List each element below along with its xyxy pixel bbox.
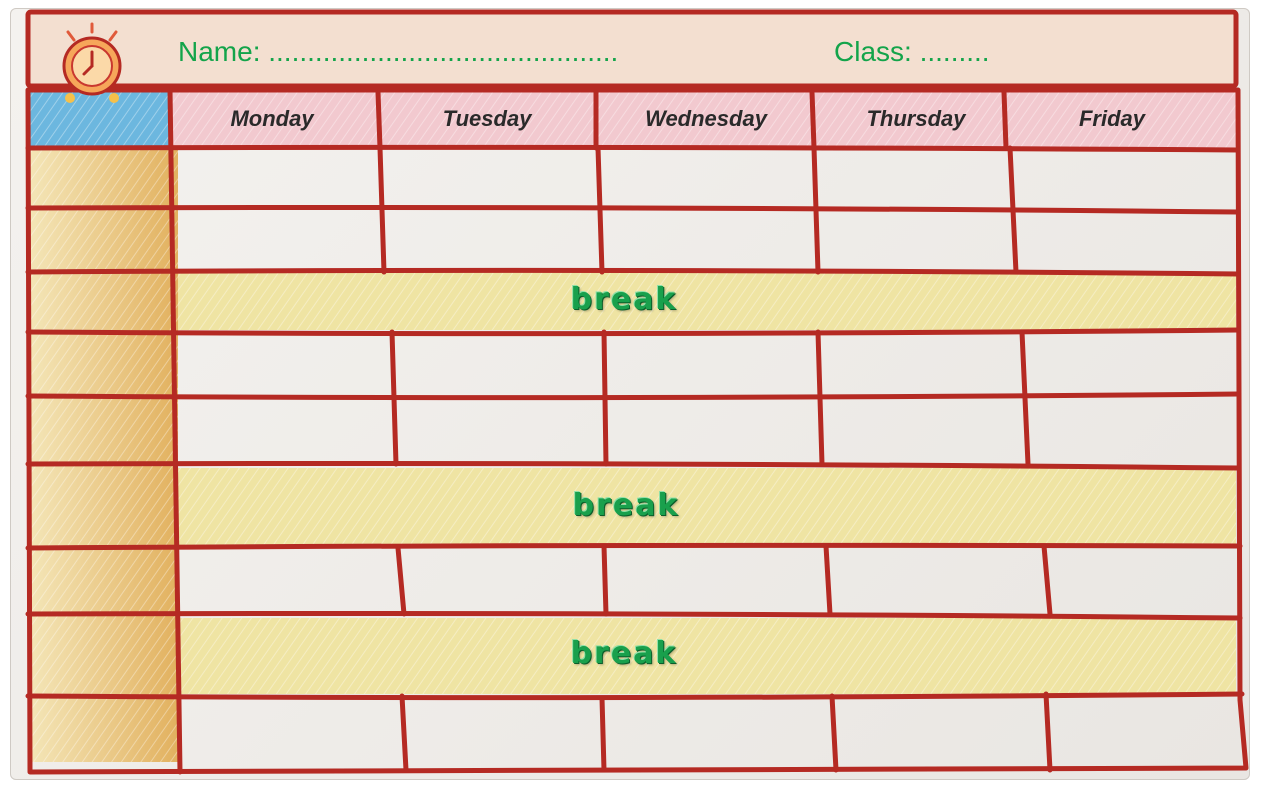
- break-label-3: break: [570, 636, 678, 671]
- name-field[interactable]: Name: .............................................: [178, 36, 619, 67]
- day-header-monday: Monday: [230, 106, 314, 131]
- alarm-clock-icon: [54, 20, 130, 104]
- row-lines: [28, 147, 1242, 697]
- day-header-friday: Friday: [1078, 106, 1146, 131]
- break-label-1: break: [570, 282, 678, 317]
- day-header-wednesday: Wednesday: [645, 106, 767, 131]
- day-header-tuesday: Tuesday: [442, 106, 532, 131]
- day-header-thursday: Thursday: [866, 106, 966, 131]
- class-field[interactable]: Class: .........: [834, 36, 990, 67]
- break-label-2: break: [572, 488, 680, 523]
